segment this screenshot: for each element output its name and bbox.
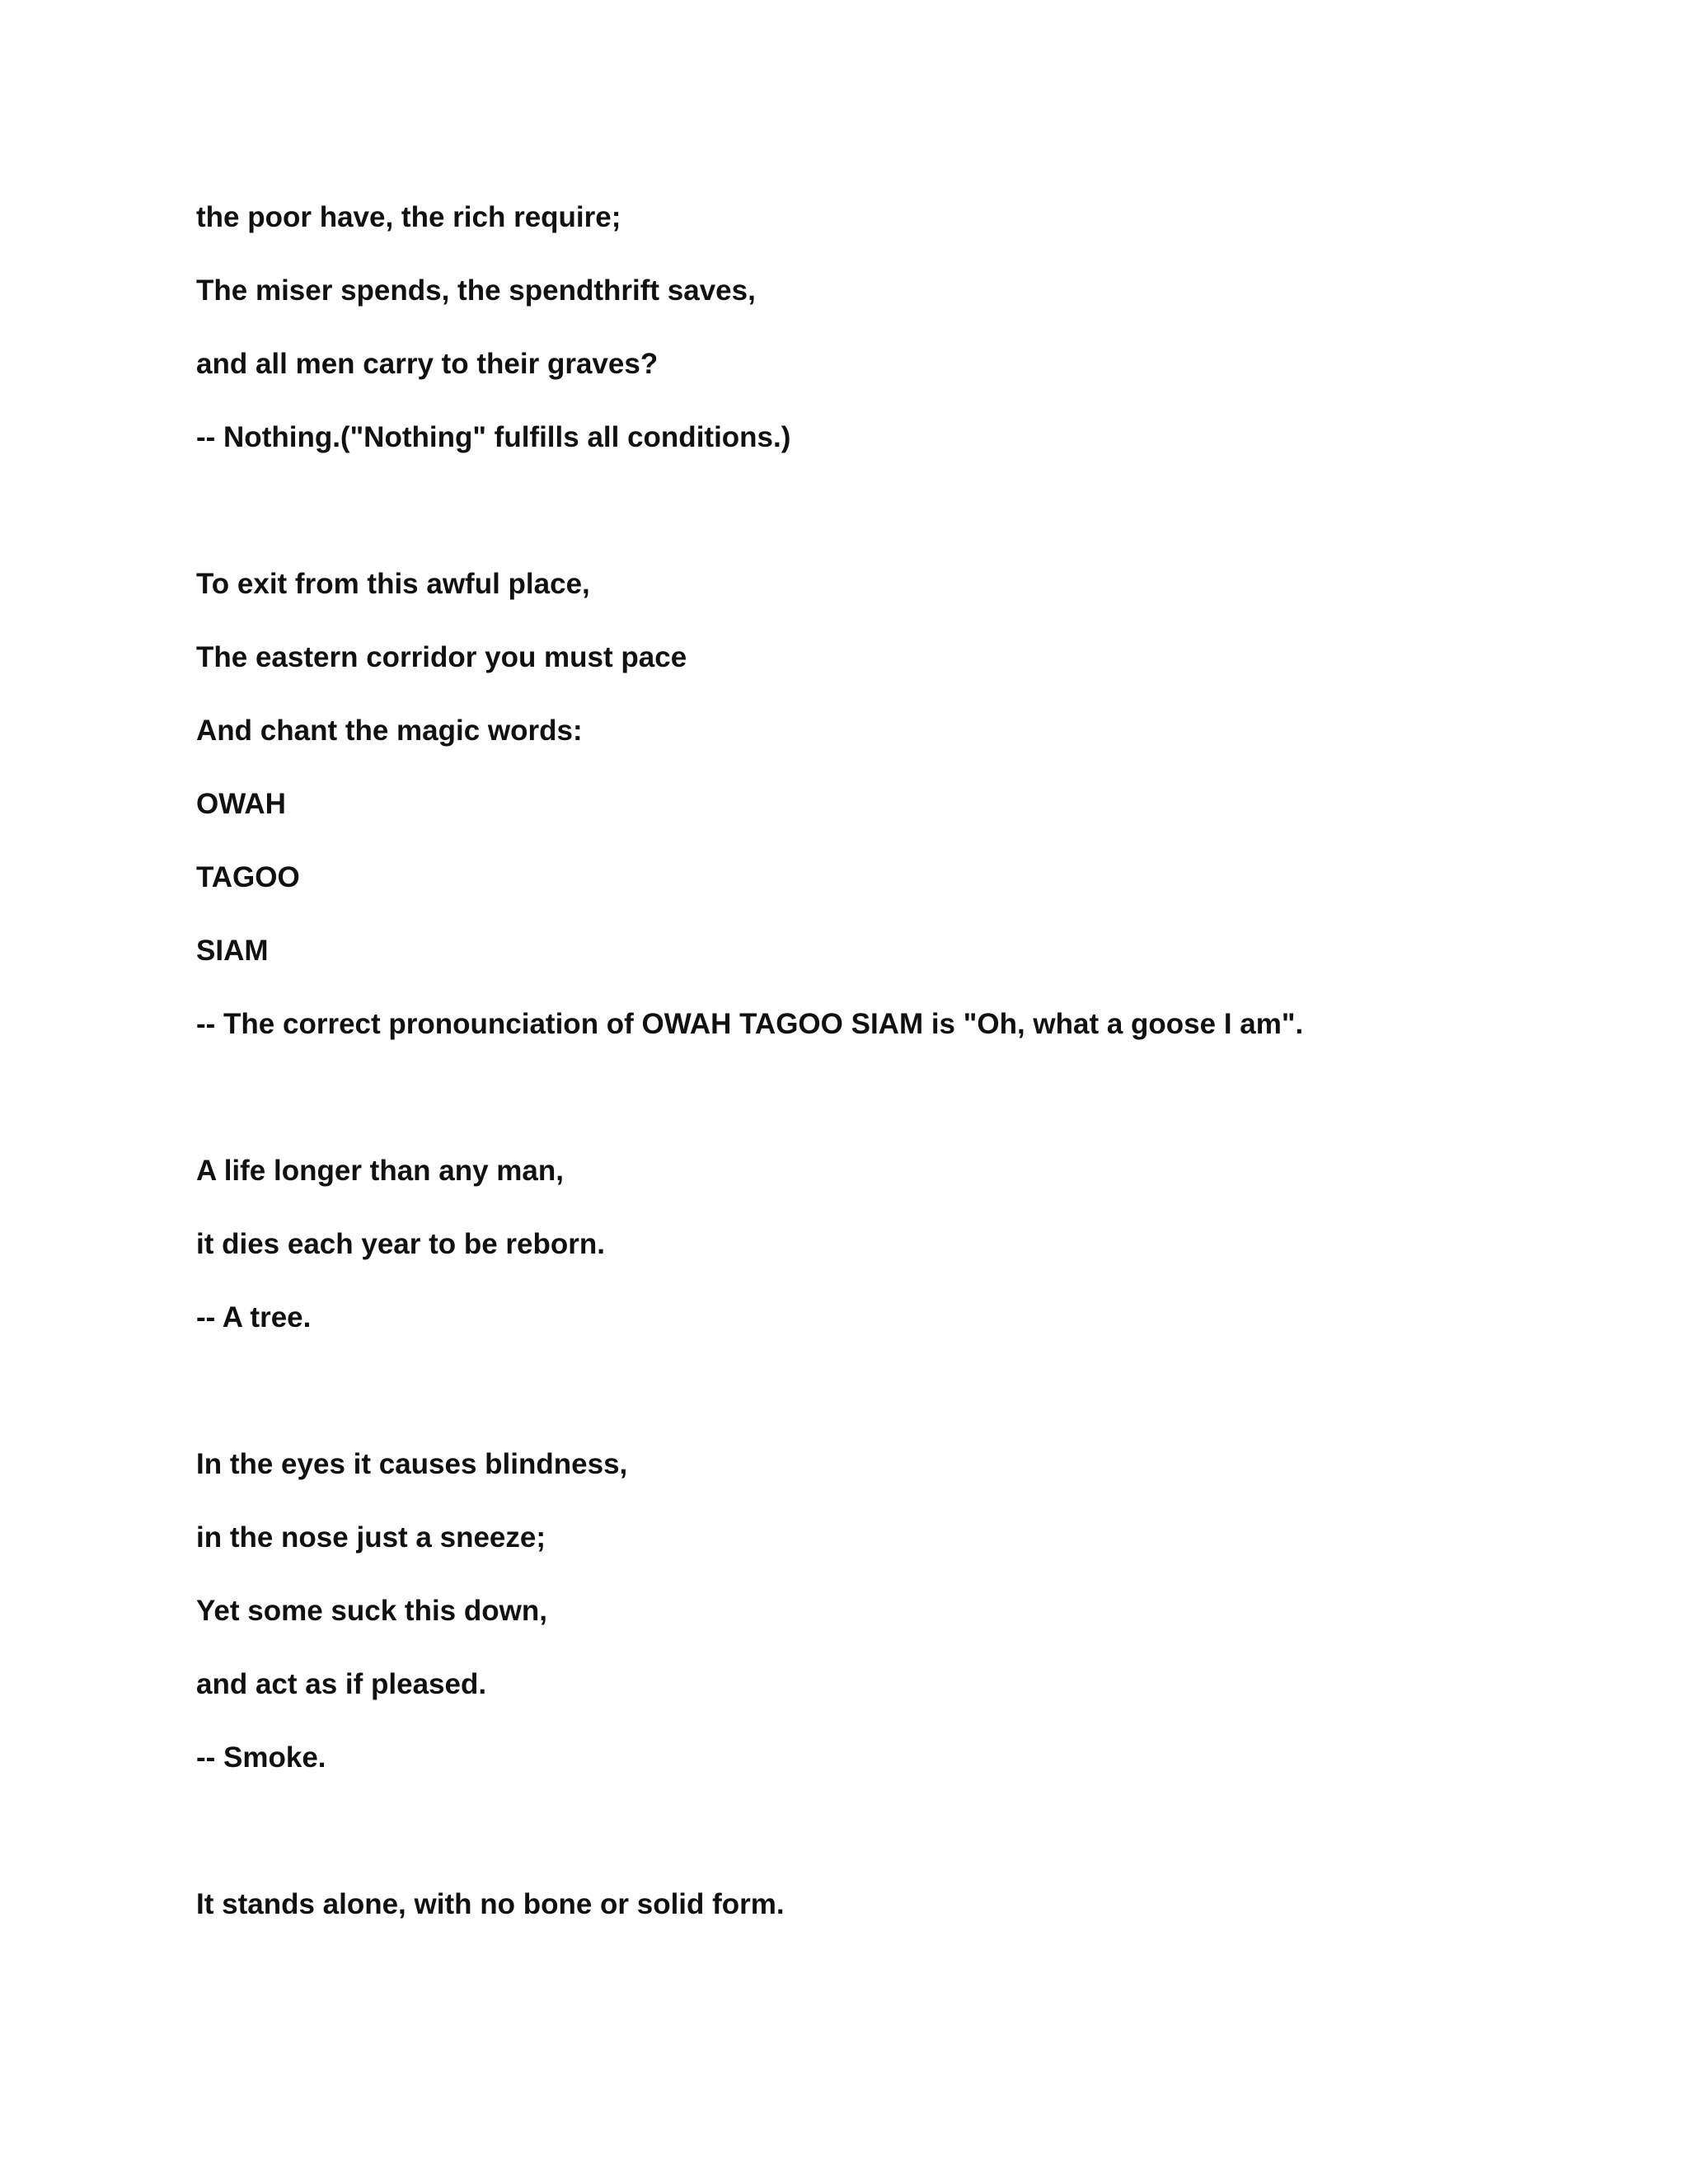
- text-line: the poor have, the rich require;: [196, 201, 621, 233]
- text-line: and all men carry to their graves?: [196, 348, 659, 380]
- text-line: It stands alone, with no bone or solid form.: [196, 1888, 785, 1920]
- answer-line: -- A tree.: [196, 1301, 312, 1333]
- text-line: OWAH: [196, 788, 286, 820]
- answer-line: -- Nothing.("Nothing" fulfills all conditions.): [196, 421, 791, 453]
- text-line: and act as if pleased.: [196, 1668, 487, 1700]
- text-line: To exit from this awful place,: [196, 568, 590, 600]
- text-line: A life longer than any man,: [196, 1155, 564, 1187]
- text-line: it dies each year to be reborn.: [196, 1228, 605, 1260]
- text-line: The miser spends, the spendthrift saves,: [196, 274, 756, 307]
- answer-line: -- Smoke.: [196, 1741, 326, 1774]
- text-line: TAGOO: [196, 861, 300, 893]
- text-line: Yet some suck this down,: [196, 1595, 547, 1627]
- text-line: SIAM: [196, 935, 269, 967]
- text-line: The eastern corridor you must pace: [196, 641, 687, 673]
- text-line: in the nose just a sneeze;: [196, 1521, 546, 1554]
- text-line: In the eyes it causes blindness,: [196, 1448, 628, 1480]
- answer-line: -- The correct pronounciation of OWAH TAGOO SIAM is "Oh, what a goose I am".: [196, 1008, 1304, 1040]
- text-line: And chant the magic words:: [196, 715, 583, 747]
